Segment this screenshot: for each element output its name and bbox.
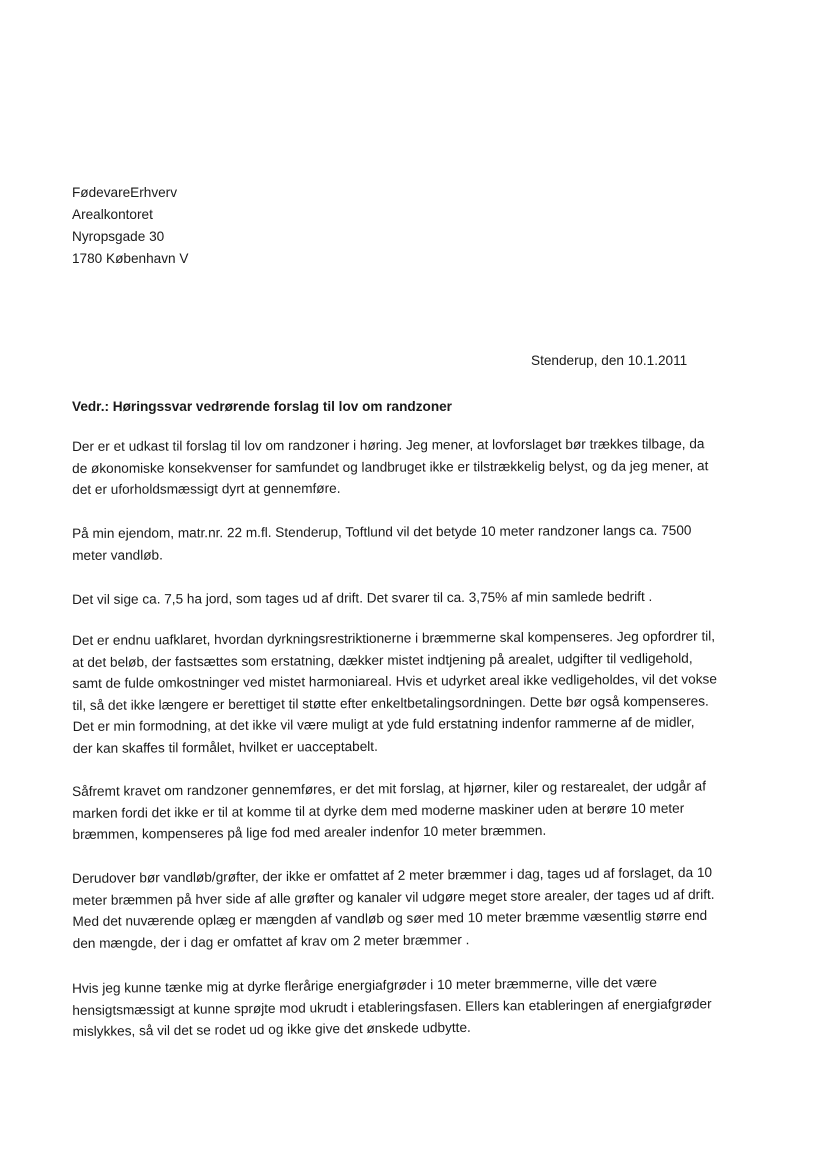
- paragraph: [72, 520, 692, 566]
- paragraph-line: Såfremt kravet om randzoner gennemføres, er det mit forslag, at hjørner, kiler og restarealet, der udgår af: [72, 778, 707, 799]
- paragraph-line: meter vandløb.: [72, 547, 163, 563]
- paragraph-line: mislykkes, så vil det se rodet ud og ikke give det ønskede udbytte.: [72, 1019, 471, 1039]
- paragraph-line: Det er endnu uafklaret, hvordan dyrkningsrestriktionerne i bræmmerne skal kompenseres. Jeg opfordrer til,: [72, 628, 716, 648]
- paragraph-line: meter bræmmen på hver side af alle grøfter og kanaler vil udgøre meget store arealer, der tages ud af drift.: [72, 886, 715, 908]
- paragraph-line: til, så det ikke længere er berettiget til støtte efter enkeltbetalingsordningen. Dette bør også kompenseres.: [72, 693, 709, 713]
- letter-subject: Vedr.: Høringssvar vedrørende forslag til lov om randzoner: [72, 399, 452, 414]
- recipient-department: Arealkontoret: [72, 207, 153, 222]
- place-and-date: Stenderup, den 10.1.2011: [531, 353, 688, 368]
- paragraph: [72, 862, 715, 954]
- paragraph: [72, 775, 706, 845]
- paragraph-line: Det vil sige ca. 7,5 ha jord, som tages ud af drift. Det svarer til ca. 3,75% af min samlede bedrift .: [72, 588, 653, 607]
- recipient-address: [72, 182, 188, 270]
- paragraph-line: marken fordi det ikke er til at komme til at dyrke dem med moderne maskiner uden at berøre 10 meter: [72, 800, 685, 821]
- paragraph-line: de økonomiske konsekvenser for samfundet og landbruget ikke er tilstrækkelig belyst, og da jeg mener, at: [72, 457, 709, 476]
- paragraph-line: at det beløb, der fastsættes som erstatning, dækker mistet indtjening på arealet, udgifter til vedligehold,: [72, 650, 693, 670]
- paragraph-line: bræmmen, kompenseres på lige fod med arealer indenfor 10 meter bræmmen.: [72, 822, 547, 842]
- recipient-city: 1780 København V: [72, 251, 189, 266]
- paragraph-line: den mængde, der i dag er omfattet af krav om 2 meter bræmmer .: [72, 931, 470, 951]
- paragraph: [72, 971, 712, 1042]
- paragraph-line: det er uforholdsmæssigt dyrt at gennemføre.: [72, 480, 341, 497]
- paragraph-line: der kan skaffes til formålet, hvilket er uacceptabelt.: [72, 738, 378, 756]
- paragraph-line: samt de fulde omkostninger ved mistet harmoniareal. Hvis et udyrket areal ikke vedligeholdes, vil det vokse: [72, 671, 717, 691]
- paragraph-line: Der er et udkast til forslag til lov om randzoner i høring. Jeg mener, at lovforslaget bør trækkes tilbage, da: [72, 436, 705, 454]
- paragraph: [72, 433, 708, 500]
- recipient-street: Nyropsgade 30: [72, 229, 165, 244]
- paragraph-line: hensigtsmæssigt at kunne sprøjte mod ukrudt i etableringsfasen. Ellers kan etableringen af energiafgrøder: [72, 995, 712, 1018]
- paragraph-line: Med det nuværende oplæg er mængden af vandløb og søer med 10 meter bræmme væsentlig større end: [72, 907, 708, 929]
- paragraph: [72, 586, 652, 611]
- paragraph-line: Det er min formodning, at det ikke vil være muligt at yde fuld erstatning indenfor rammerne af de midler,: [72, 714, 695, 734]
- recipient-name: FødevareErhverv: [72, 185, 178, 200]
- paragraph: [72, 626, 717, 759]
- paragraph-line: Hvis jeg kunne tænke mig at dyrke flerårige energiafgrøder i 10 meter bræmmerne, ville det være: [72, 974, 657, 996]
- paragraph-line: Derudover bør vandløb/grøfter, der ikke er omfattet af 2 meter bræmmer i dag, tages ud af forslaget, da 10: [72, 864, 713, 886]
- paragraph-line: På min ejendom, matr.nr. 22 m.fl. Stenderup, Toftlund vil det betyde 10 meter randzoner langs ca. 7500: [72, 522, 692, 541]
